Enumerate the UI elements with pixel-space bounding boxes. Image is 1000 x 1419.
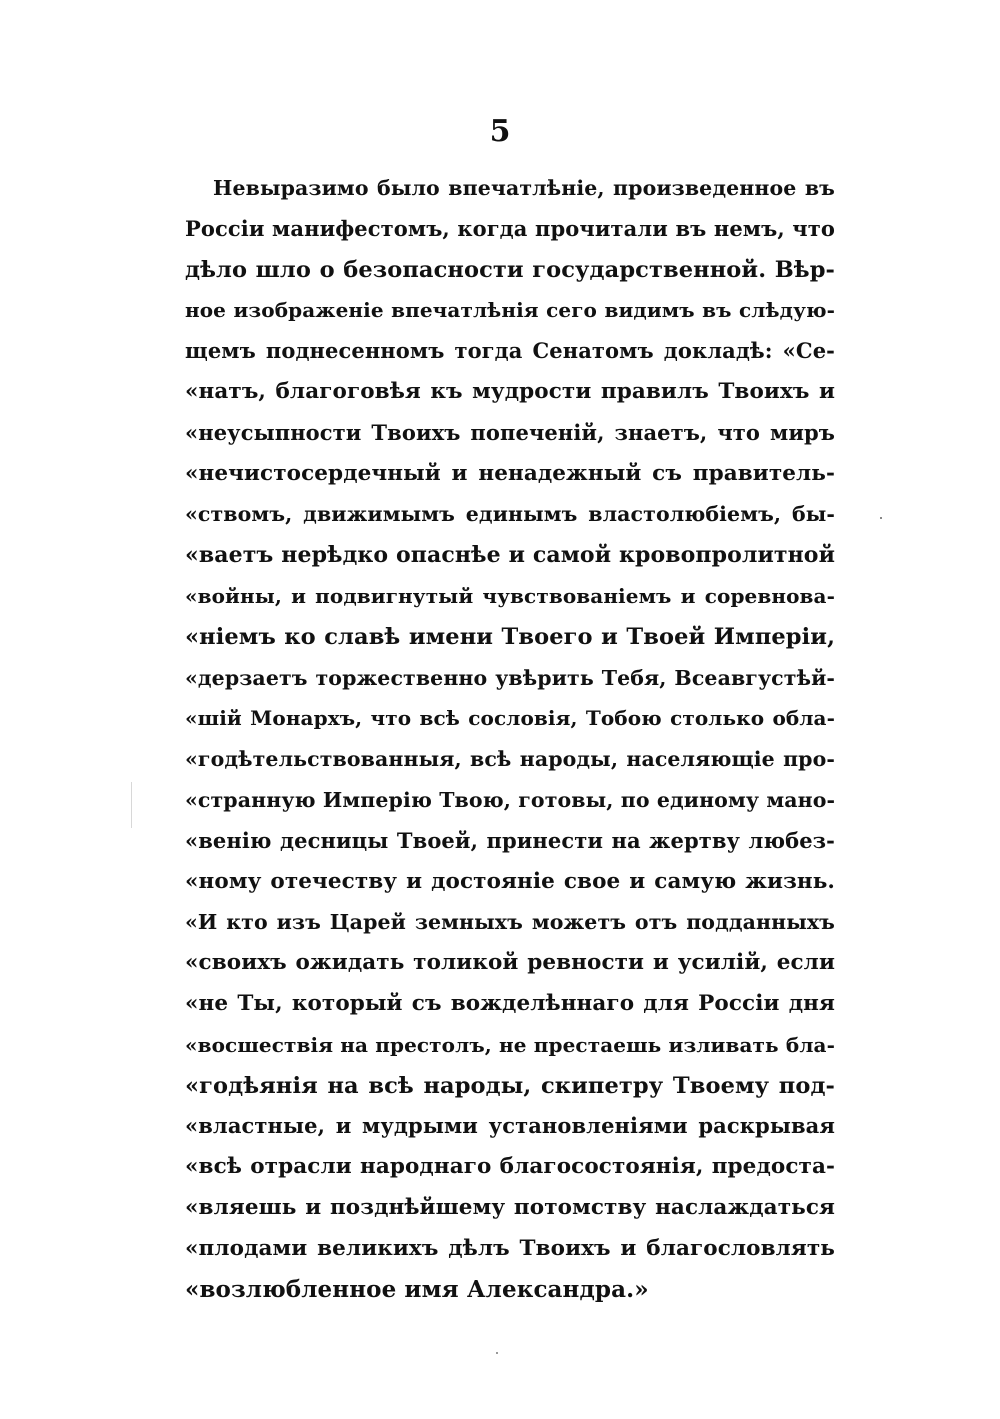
text-line: «натъ, благоговѣя къ мудрости правилъ Твоихъ и — [185, 378, 835, 404]
text-line: «дерзаетъ торжественно увѣрить Тебя, Всеавгустѣй- — [185, 665, 835, 690]
text-line: «ваетъ нерѣдко опаснѣе и самой кровопролитной — [185, 542, 835, 569]
scan-artifact-dot — [880, 517, 882, 519]
text-line: «нечистосердечный и ненадежный съ правитель- — [185, 460, 835, 486]
text-line: «годѣтельствованныя, всѣ народы, населяющіе про- — [185, 747, 835, 772]
text-line: «ствомъ, движимымъ единымъ властолюбіемъ, бы- — [185, 502, 835, 527]
text-line: ное изображеніе впечатлѣнія сего видимъ въ слѣдую- — [185, 298, 835, 323]
text-line: Россіи манифестомъ, когда прочитали въ немъ, что — [185, 215, 835, 241]
text-line: «возлюбленное имя Александра.» — [185, 1275, 649, 1303]
text-line: «плодами великихъ дѣлъ Твоихъ и благословлять — [185, 1235, 835, 1261]
text-line: «И кто изъ Царей земныхъ можетъ отъ подданныхъ — [185, 910, 835, 935]
text-line: «не Ты, который съ вожделѣннаго для Россіи дня — [185, 990, 835, 1016]
text-line: «годѣянія на всѣ народы, скипетру Твоему под- — [185, 1072, 835, 1099]
text-line: «неусыпности Твоихъ попеченій, знаетъ, что миръ — [185, 419, 835, 445]
page-number: 5 — [489, 114, 511, 149]
text-line: «своихъ ожидать толикой ревности и усилій, если — [185, 950, 835, 976]
text-line: щемъ поднесенномъ тогда Сенатомъ докладѣ: «Се- — [185, 338, 835, 364]
scan-artifact-line — [131, 782, 132, 828]
text-line: Невыразимо было впечатлѣніе, произведенное въ — [213, 176, 835, 200]
text-line: «войны, и подвигнутый чувствованіемъ и соревнова- — [185, 583, 835, 608]
text-line: «властные, и мудрыми установленіями раскрывая — [185, 1113, 835, 1139]
body-text — [185, 168, 835, 1310]
text-line: «ному отечеству и достояніе свое и самую жизнь. — [185, 868, 835, 894]
scan-artifact-dot — [496, 1352, 498, 1354]
text-line: «венію десницы Твоей, принести на жертву любез- — [185, 827, 835, 853]
text-line: «ніемъ ко славѣ имени Твоего и Твоей Имперіи, — [185, 623, 835, 650]
text-line: «всѣ отрасли народнаго благосостоянія, предоста- — [185, 1154, 835, 1180]
text-line: «странную Имперію Твою, готовы, по единому мано- — [185, 787, 836, 812]
text-line: дѣло шло о безопасности государственной. Вѣр- — [185, 256, 835, 283]
text-line: «вляешь и позднѣйшему потомству наслаждаться — [185, 1194, 835, 1220]
text-line: «шій Монархъ, что всѣ сословія, Тобою столько обла- — [185, 706, 835, 731]
text-line: «восшествія на престолъ, не престаешь изливать бла- — [185, 1032, 835, 1057]
